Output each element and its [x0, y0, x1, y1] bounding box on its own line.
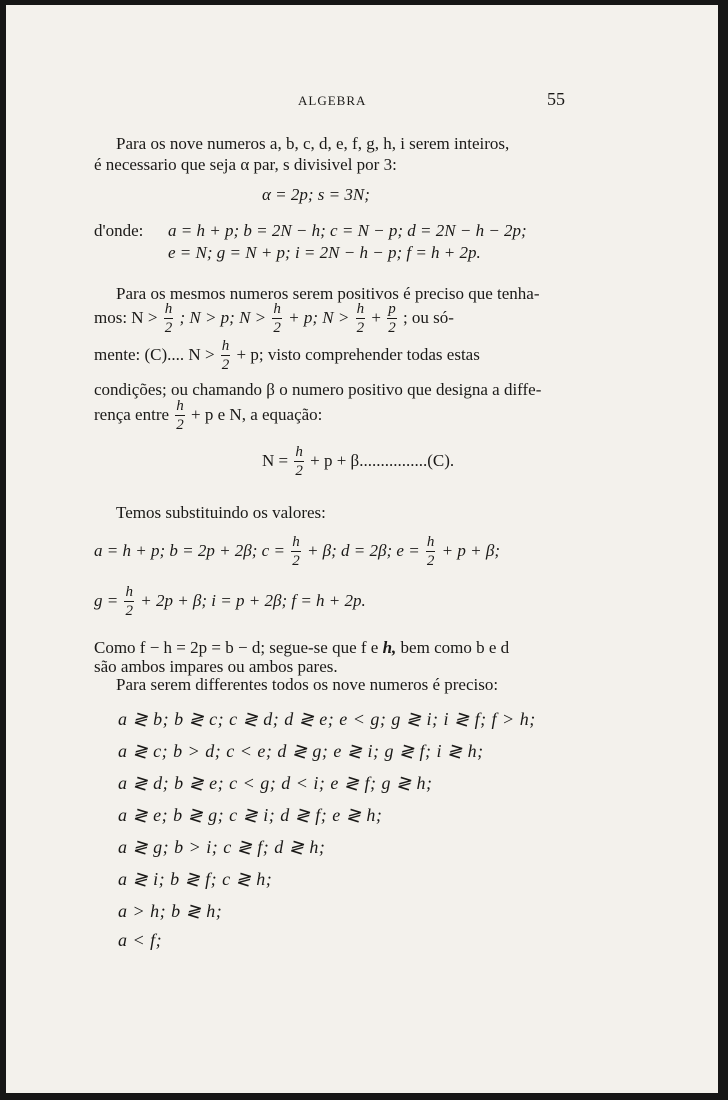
- text-run: g =: [94, 590, 119, 610]
- condition-line: a > h; b ≷ h;: [118, 901, 223, 921]
- fraction: [291, 535, 301, 569]
- paragraph-line: condições; ou chamando β o numero positivo que designa a diffe-: [94, 380, 542, 399]
- fraction-numerator: h: [176, 398, 184, 414]
- substitution-line-2: [94, 585, 366, 619]
- text-run: + 2p + β; i = p + 2β; f = h + 2p.: [140, 590, 366, 610]
- text-run: + p; N >: [288, 307, 350, 327]
- fraction-denominator: 2: [221, 357, 230, 373]
- condition-line: a ≷ e; b ≷ g; c ≷ i; d ≷ f; e ≷ h;: [118, 805, 383, 825]
- paragraph-line: são ambos impares ou ambos pares.: [94, 657, 338, 676]
- fraction: [426, 535, 436, 569]
- text-run: + p; visto comprehender todas estas: [236, 344, 480, 364]
- fraction: [124, 585, 134, 619]
- fraction-denominator: 2: [273, 320, 281, 336]
- fraction: [164, 302, 174, 336]
- equation-donde-2: e = N; g = N + p; i = 2N − h − p; f = h + 2p.: [168, 243, 481, 262]
- fraction: [175, 399, 185, 433]
- fraction-numerator: h: [295, 444, 303, 460]
- fraction-denominator: 2: [125, 603, 133, 619]
- fraction: [272, 302, 282, 336]
- text-run: N =: [262, 450, 289, 470]
- condition-line: a ≷ b; b ≷ c; c ≷ d; d ≷ e; e < g; g ≷ i; i ≷ f; f > h;: [118, 709, 536, 729]
- donde-label: d'onde:: [94, 221, 144, 240]
- running-header-title: ALGEBRA: [298, 93, 367, 108]
- fraction-denominator: 2: [356, 320, 365, 336]
- fraction: [356, 302, 366, 336]
- paragraph-line: Para os nove numeros a, b, c, d, e, f, g, h, i serem inteiros,: [116, 134, 510, 153]
- fraction-denominator: 2: [388, 320, 396, 336]
- bold-h: h,: [382, 638, 397, 657]
- fraction-denominator: 2: [426, 553, 435, 569]
- inequality-line: [94, 339, 480, 373]
- text-run: + p + β................(C).: [310, 450, 455, 470]
- text-run: a = h + p; b = 2p + 2β; c =: [94, 540, 285, 560]
- fraction-numerator: h: [273, 301, 281, 317]
- fraction-numerator: h: [164, 301, 173, 317]
- text-run: rença entre: [94, 404, 170, 424]
- fraction: [294, 445, 304, 479]
- equation-donde-1: a = h + p; b = 2N − h; c = N − p; d = 2N − h − 2p;: [168, 221, 527, 240]
- paragraph-line: Para serem differentes todos os nove numeros é preciso:: [116, 675, 499, 694]
- text-run: mos: N >: [94, 307, 158, 327]
- paragraph-line: [94, 399, 322, 433]
- equation-alpha-s: α = 2p; s = 3N;: [262, 185, 370, 204]
- inequality-line: [94, 302, 454, 336]
- text-run: mente: (C).... N >: [94, 344, 215, 364]
- fraction-numerator: h: [426, 534, 435, 550]
- paragraph-line: é necessario que seja α par, s divisivel por 3:: [94, 155, 397, 174]
- fraction-denominator: 2: [292, 553, 300, 569]
- paragraph-line: Temos substituindo os valores:: [116, 503, 326, 522]
- fraction-denominator: 2: [164, 320, 173, 336]
- page-number: 55: [547, 89, 565, 109]
- fraction-denominator: 2: [176, 417, 184, 433]
- text-run: + p e N, a equação:: [191, 404, 323, 424]
- fraction: [387, 302, 397, 336]
- equation-C: [262, 445, 454, 479]
- fraction-numerator: h: [356, 301, 365, 317]
- condition-line: a ≷ i; b ≷ f; c ≷ h;: [118, 869, 273, 889]
- fraction-numerator: p: [388, 301, 396, 317]
- book-page: [6, 5, 718, 1093]
- text-run: + β; d = 2β; e =: [306, 540, 420, 560]
- fraction-numerator: h: [125, 584, 133, 600]
- text-run: ; ou só-: [402, 307, 454, 327]
- fraction-numerator: h: [221, 338, 230, 354]
- fraction-denominator: 2: [295, 463, 303, 479]
- condition-line: a ≷ d; b ≷ e; c < g; d < i; e ≷ f; g ≷ h;: [118, 773, 433, 793]
- text-run: Como f − h = 2p = b − d; segue-se que f e: [94, 638, 379, 657]
- condition-line: a ≷ g; b > i; c ≷ f; d ≷ h;: [118, 837, 326, 857]
- condition-line: a < f;: [118, 930, 163, 950]
- text-run: + p + β;: [441, 540, 500, 560]
- text-run: +: [371, 307, 381, 327]
- paragraph-line: [94, 639, 509, 656]
- substitution-line-1: [94, 535, 500, 569]
- fraction: [221, 339, 231, 373]
- paragraph-line: Para os mesmos numeros serem positivos é preciso que tenha-: [116, 284, 540, 303]
- condition-line: a ≷ c; b > d; c < e; d ≷ g; e ≷ i; g ≷ f; i ≷ h;: [118, 741, 484, 761]
- fraction-numerator: h: [292, 534, 300, 550]
- text-run: bem como b e d: [400, 638, 510, 657]
- text-run: ; N > p; N >: [179, 307, 267, 327]
